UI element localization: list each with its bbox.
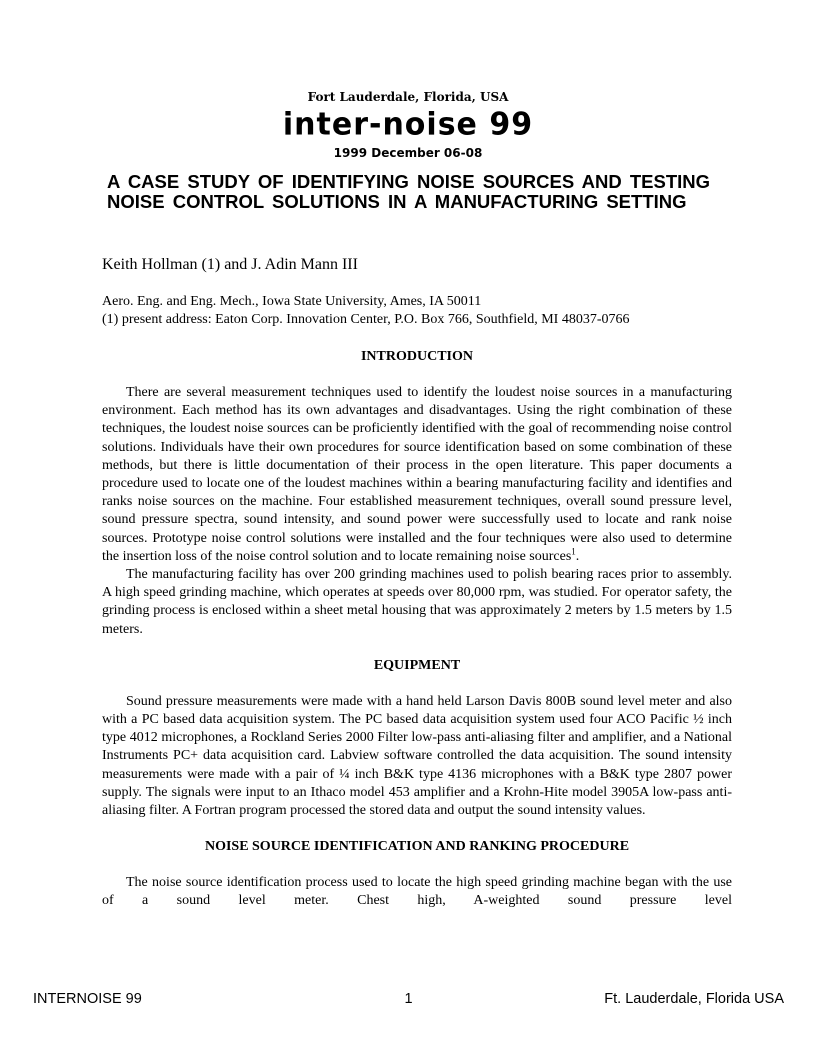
page-footer bbox=[33, 991, 784, 1009]
conference-logo: inter-noise 99 bbox=[282, 106, 534, 143]
paragraph: Sound pressure measurements were made with a hand held Larson Davis 800B sound level meter and also with a PC based data acquisition system. The PC based data acquisition system used four ACO Pacific ½ inch type 4012 microphones, a Rockland Series 2000 Filter low-pass anti-aliasing filter and amplifier, and a National Instruments PC+ data acquisition card. Labview software controlled the data acquisition. The sound intensity measurements were made with a pair of ¼ inch B&K type 4136 microphones with a B&K type 2807 power supply. The signals were input to an Ithaco model 453 amplifier and a Krohn-Hite model 3905A low-pass anti-aliasing filter. A Fortran program processed the stored data and output the sound intensity values. bbox=[102, 693, 732, 819]
paragraph-text: There are several measurement techniques used to identify the loudest noise sources in a manufacturing environment. Each method has its own advantages and disadvantages. Using the right combination of these techniques, the loudest noise sources can be proficiently identified with the goal of recommending noise control solutions. Individuals have their own procedures for source identification based on some combination of these methods, but there is little documentation of their process in the open literature. This paper documents a procedure used to locate one of the loudest machines within a bearing manufacturing facility and identifies and ranks noise sources on the machine. Four established measurement techniques, overall sound pressure level, sound pressure spectra, sound intensity, and sound power were successfully used to locate and rank noise sources. Prototype noise control solutions were installed and the four techniques were also used to determine the insertion loss of the noise control solution and to locate remaining noise sources bbox=[102, 385, 732, 564]
footer-location: Ft. Lauderdale, Florida USA bbox=[604, 991, 784, 1007]
reference-superscript: 1 bbox=[571, 546, 576, 557]
footer-conference: INTERNOISE 99 bbox=[33, 991, 142, 1007]
conference-location: Fort Lauderdale, Florida, USA bbox=[307, 90, 509, 104]
paragraph: The noise source identification process used to locate the high speed grinding machine began with the use of a sound level meter. Chest high, A-weighted sound pressure level bbox=[102, 875, 732, 909]
paragraph-end: . bbox=[575, 548, 580, 564]
section-heading-equipment: EQUIPMENT bbox=[373, 657, 461, 673]
affiliation-line: (1) present address: Eaton Corp. Innovation Center, P.O. Box 766, Southfield, MI 48037-0766 bbox=[102, 312, 630, 327]
affiliation-line: Aero. Eng. and Eng. Mech., Iowa State University, Ames, IA 50011 bbox=[102, 294, 482, 309]
section-heading-introduction: INTRODUCTION bbox=[360, 349, 473, 364]
conference-date: 1999 December 06-08 bbox=[333, 146, 483, 160]
paragraph bbox=[102, 384, 732, 566]
paragraph: The manufacturing facility has over 200 grinding machines used to polish bearing races prior to assembly. A high speed grinding machine, which operates at speeds over 80,000 rpm, was studied. For operator safety, the grinding process is enclosed within a sheet metal housing that was approximately 2 meters by 1.5 meters by 1.5 meters. bbox=[102, 567, 732, 637]
section-heading-procedure: NOISE SOURCE IDENTIFICATION AND RANKING PROCEDURE bbox=[204, 839, 630, 855]
paper-authors: Keith Hollman (1) and J. Adin Mann III bbox=[102, 256, 358, 273]
affiliations bbox=[102, 293, 629, 329]
paper-title: A CASE STUDY OF IDENTIFYING NOISE SOURCES AND TESTING NOISE CONTROL SOLUTIONS IN A MANUFACTURING SETTING bbox=[107, 171, 711, 212]
page-number: 1 bbox=[404, 991, 413, 1007]
paper-body bbox=[102, 348, 732, 911]
